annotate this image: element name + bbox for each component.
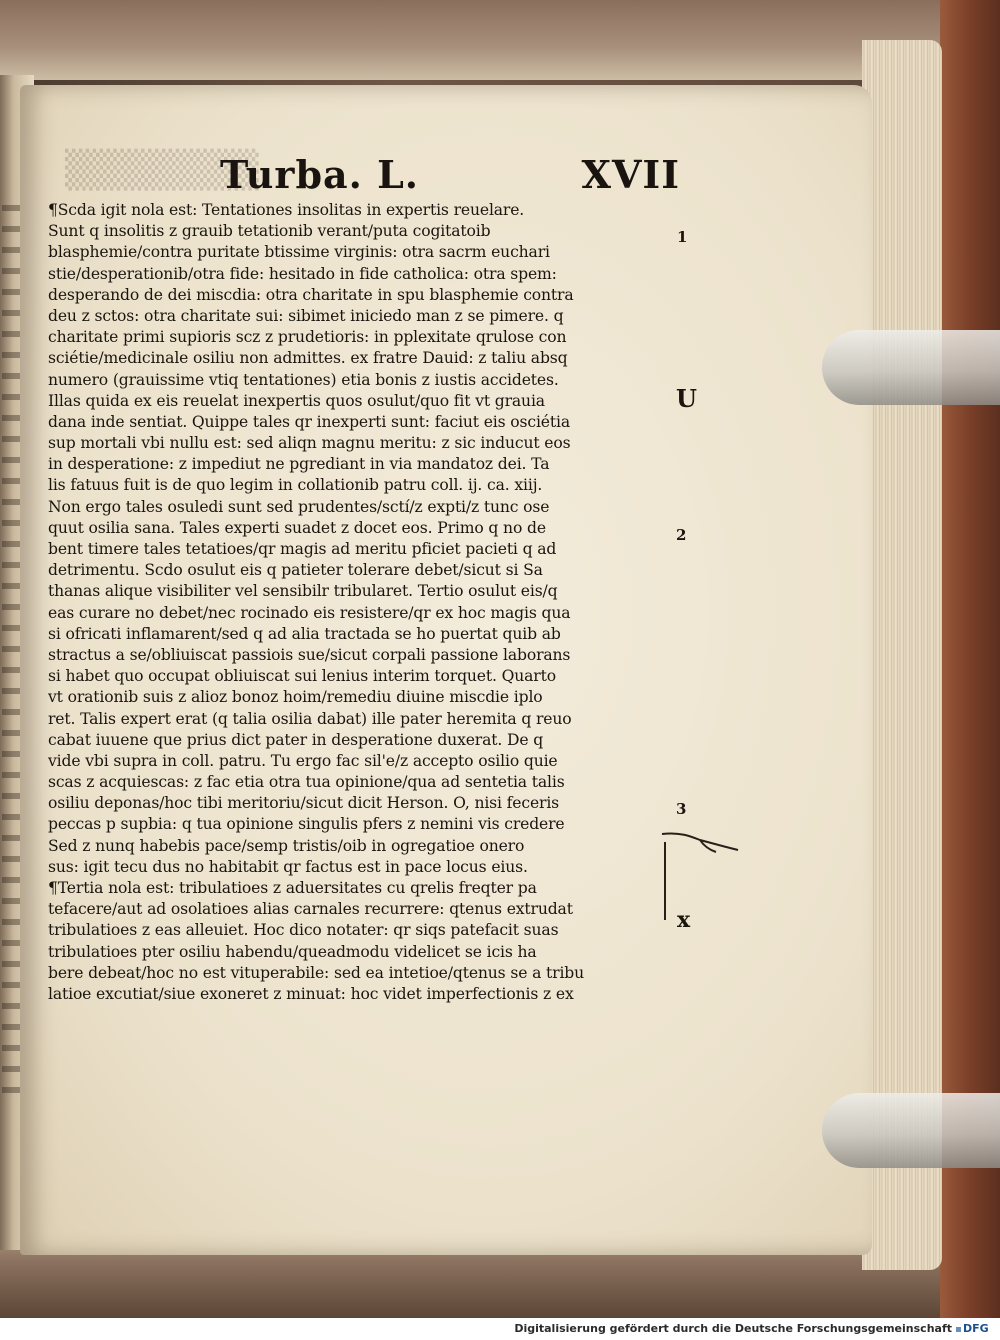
- text-line: blasphemie/contra puritate btissime virginis: otra sacrm euchari: [48, 243, 550, 262]
- text-line: lis fatuus fuit is de quo legim in collationib patru coll. ij. ca. xiij.: [48, 476, 543, 495]
- text-line: si ofricati inflamarent/sed q ad alia tractada se ho puertat quib ab: [48, 624, 561, 643]
- page-edges: [862, 40, 942, 1270]
- text-line: Illas quida ex eis reuelat inexpertis quos osulut/quo fit vt grauia: [48, 391, 545, 410]
- text-line: tefacere/aut ad osolatioes alias carnales recurrere: qtenus extrudat: [48, 900, 573, 919]
- footer-bar: [0, 1318, 1000, 1340]
- running-head: [220, 152, 680, 200]
- text-line: bere debeat/hoc no est vituperabile: sed ea intetioe/qtenus se a tribu: [48, 963, 585, 982]
- text-line: eas curare no debet/nec rocinado eis resistere/qr ex hoc magis qua: [48, 603, 571, 622]
- text-line: Sunt q insolitis z grauib tetationib verant/puta cogitatoib: [48, 222, 491, 241]
- text-line: peccas p supbia: q tua opinione singulis pfers z nemini vis credere: [48, 815, 565, 834]
- margin-bracket: [656, 842, 666, 920]
- text-line: numero (grauissime vtiq tentationes) etia bonis z iustis accidetes.: [48, 370, 559, 389]
- text-line: sus: igit tecu dus no habitabit qr factus est in pace locus eius.: [48, 857, 528, 876]
- text-line: stie/desperationib/otra fide: hesitado in fide catholica: otra spem:: [48, 264, 557, 283]
- body-text: [48, 200, 663, 1080]
- text-line: quut osilia sana. Tales experti suadet z docet eos. Primo q no de: [48, 518, 546, 537]
- text-line: sup mortali vbi nullu est: sed aliqn magnu meritu: z sic inducut eos: [48, 434, 571, 453]
- text-line: vt orationib suis z alioz bonoz hoim/remediu diuine miscdie iplo: [48, 688, 543, 707]
- text-line: in desperatione: z impediut ne pgrediant in via mandatoz dei. Ta: [48, 455, 550, 474]
- margin-note-1: 1: [677, 228, 688, 246]
- text-line: latioe excutiat/siue exoneret z minuat: hoc videt imperfectionis z ex: [48, 984, 574, 1003]
- text-line: ¶Tertia nola est: tribulatioes z aduersitates cu qrelis freqter pa: [48, 879, 537, 897]
- text-line: bent timere tales tetatioes/qr magis ad meritu pficiet pacieti q ad: [48, 540, 557, 558]
- margin-note-x: x: [677, 907, 691, 933]
- manicule-pointer-icon: [660, 826, 740, 856]
- text-line: si habet quo occupat obliuiscat sui lenius interim torquet. Quarto: [48, 667, 556, 686]
- text-line: charitate primi supioris scz z prudetioris: in pplexitate qrulose con: [48, 328, 567, 347]
- dfg-logo-text: DFG: [963, 1322, 989, 1335]
- running-head-title: Turba. L.: [220, 152, 420, 197]
- margin-note-3: 3: [676, 800, 687, 818]
- show-through-text: ▒▒▒▒▒▒▒: [65, 150, 259, 191]
- text-line: tribulatioes pter osiliu habendu/queadmodu videlicet se icis ha: [48, 942, 537, 961]
- dfg-logo-icon: [956, 1321, 994, 1336]
- text-line: vide vbi supra in coll. patru. Tu ergo fac sil'e/z accepto osilio quie: [48, 751, 558, 770]
- text-line: stractus a se/obliuiscat passiois sue/sicut corpali passione laborans: [48, 645, 571, 664]
- text-line: desperando de dei miscdia: otra charitate in spu blasphemie contra: [48, 285, 574, 304]
- text-line: osiliu deponas/hoc tibi meritoriu/sicut dicit Herson. O, nisi feceris: [48, 794, 560, 813]
- text-line: Non ergo tales osuledi sunt sed prudentes/sctí/z expti/z tunc ose: [48, 497, 550, 516]
- book-clip-upper: [822, 330, 1000, 405]
- text-line: sciétie/medicinale osiliu non admittes. ex fratre Dauid: z taliu absq: [48, 349, 568, 368]
- binding-top-edge: [0, 0, 1000, 80]
- margin-note-u: U: [676, 384, 697, 413]
- text-line: Sed z nunq habebis pace/semp tristis/oib in ogregatioe onero: [48, 836, 525, 855]
- text-line: thanas alique visibiliter vel sensibilr tribularet. Tertio osulut eis/q: [48, 582, 558, 601]
- text-line: ¶Scda igit nola est: Tentationes insolitas in expertis reuelare.: [48, 201, 525, 219]
- text-line: detrimentu. Scdo osulut eis q patieter tolerare debet/sicut si Sa: [48, 561, 543, 580]
- funding-credit: Digitalisierung gefördert durch die Deutsche Forschungsgemeinschaft: [514, 1322, 952, 1335]
- margin-note-2: 2: [676, 526, 687, 544]
- text-line: cabat iuuene que prius dict pater in desperatione duxerat. De q: [48, 730, 544, 749]
- text-line: deu z sctos: otra charitate sui: sibimet iniciedo man z se pimere. q: [48, 306, 564, 325]
- text-line: scas z acquiescas: z fac etia otra tua opinione/qua ad sentetia talis: [48, 773, 565, 792]
- text-line: tribulatioes z eas alleuiet. Hoc dico notater: qr siqs patefacit suas: [48, 921, 559, 940]
- book-clip-lower: [822, 1093, 1000, 1168]
- text-line: ret. Talis expert erat (q talia osilia dabat) ille pater heremita q reuo: [48, 709, 572, 728]
- folio-number: XVII: [581, 152, 680, 197]
- text-line: dana inde sentiat. Quippe tales qr inexperti sunt: faciut eis osciétia: [48, 412, 570, 431]
